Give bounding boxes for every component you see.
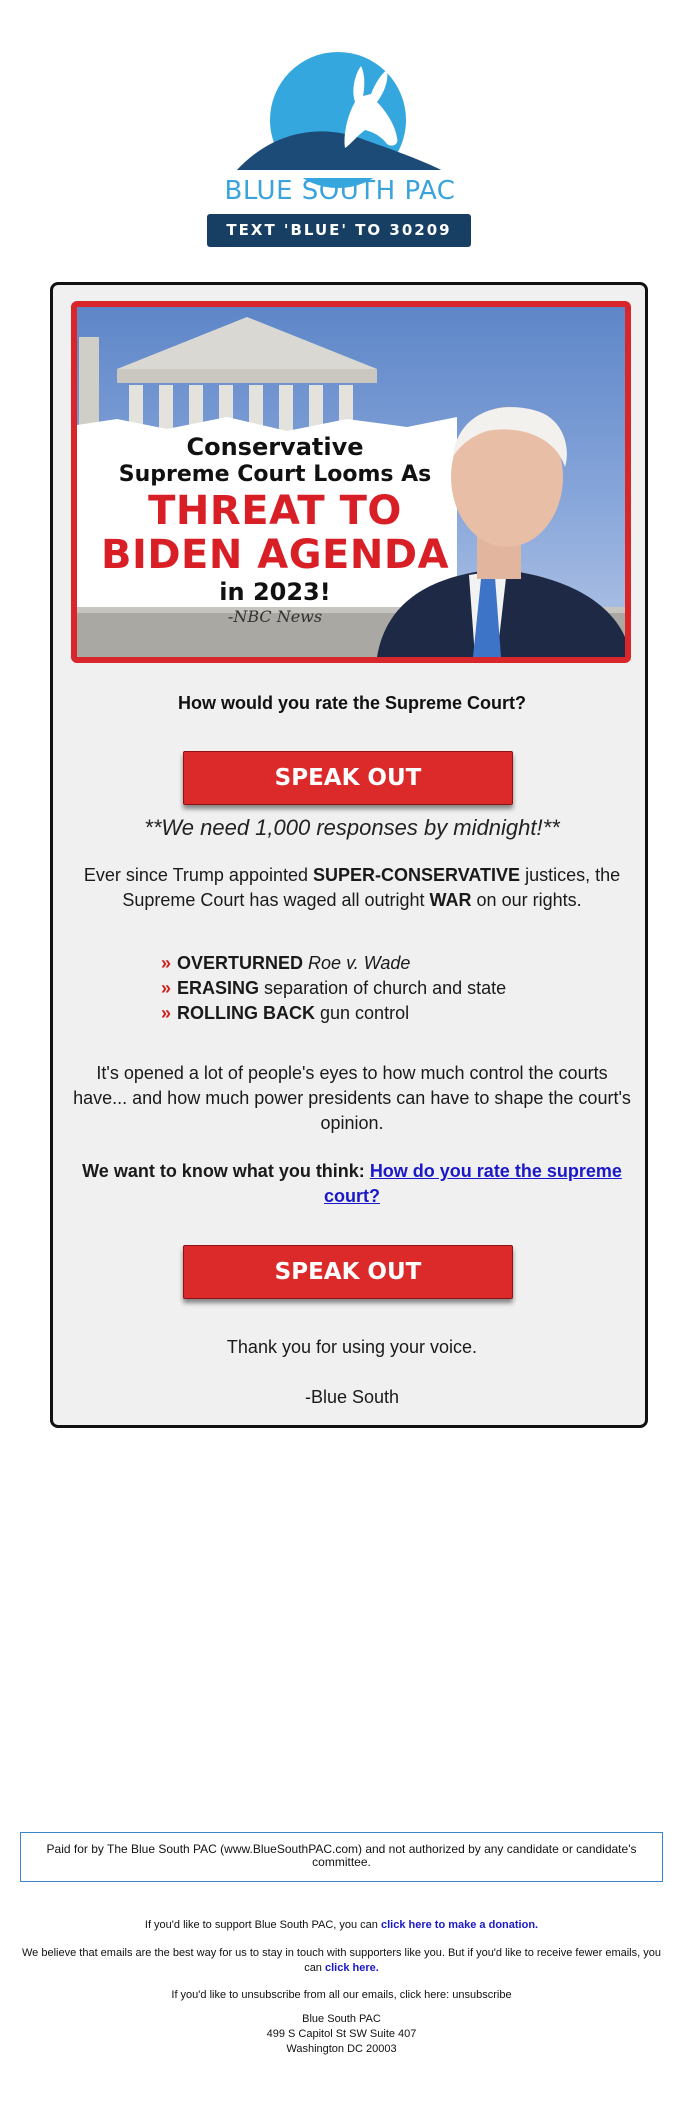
bullet-bold: ROLLING BACK: [177, 1003, 316, 1023]
fewer-emails-text: We believe that emails are the best way for us to stay in touch with supporters like you. But if you'd like to receive fewer emails, you can: [22, 1947, 661, 1974]
bullet-list: [161, 951, 601, 1026]
intro-text: on our rights.: [471, 890, 582, 910]
rate-court-link[interactable]: How do you rate the supreme court?: [324, 1161, 622, 1206]
unsubscribe-line[interactable]: If you'd like to unsubscribe from all our emails, click here: unsubscribe: [171, 1989, 512, 2001]
email-card: [50, 282, 648, 1428]
chevron-right-icon: »: [161, 953, 172, 973]
mailing-address: [20, 2012, 663, 2057]
text-cta-banner: TEXT 'BLUE' TO 30209: [207, 214, 471, 247]
hero-line-2: Supreme Court Looms As: [118, 462, 432, 487]
hero-line-5: in 2023!: [219, 578, 331, 606]
question-title: How would you rate the Supreme Court?: [177, 693, 527, 713]
hero-line-1: Conservative: [186, 433, 364, 461]
urgency-text: **We need 1,000 responses by midnight!**: [144, 815, 560, 840]
intro-text: justices, the Supreme Court has waged all outright: [122, 865, 621, 910]
org-name: Blue South PAC: [302, 2013, 381, 2025]
list-item: [161, 976, 601, 1001]
list-item: [161, 951, 601, 976]
signature: -Blue South: [304, 1387, 400, 1407]
support-line: [20, 1918, 663, 1933]
bullet-text: gun control: [315, 1003, 410, 1023]
intro-text: Ever since Trump appointed: [83, 865, 314, 885]
hero-line-3: THREAT TO: [148, 488, 402, 534]
thanks-text: Thank you for using your voice.: [226, 1337, 478, 1357]
support-text: If you'd like to support Blue South PAC, you can: [144, 1919, 381, 1931]
chevron-right-icon: »: [161, 978, 172, 998]
speak-out-button[interactable]: SPEAK OUT: [183, 751, 513, 805]
hero-source: -NBC News: [227, 607, 323, 626]
bullet-bold: OVERTURNED: [177, 953, 304, 973]
intro-paragraph: [73, 863, 631, 913]
fewer-emails-link[interactable]: click here.: [324, 1962, 379, 1974]
ask-text: We want to know what you think:: [82, 1161, 370, 1181]
donate-link[interactable]: click here to make a donation.: [380, 1919, 539, 1931]
bullet-italic: Roe v. Wade: [308, 953, 411, 973]
intro-emphasis: WAR: [429, 890, 472, 910]
logo[interactable]: [205, 44, 475, 250]
body-paragraph: It's opened a lot of people's eyes to how much control the courts have... and how much power presidents can have to shape the court's opinion.: [73, 1063, 631, 1133]
brand-name: BLUE SOUTH PAC: [224, 176, 456, 206]
chevron-right-icon: »: [161, 1003, 172, 1023]
hero-line-4: BIDEN AGENDA: [100, 532, 450, 578]
list-item: [161, 1001, 601, 1026]
street-address: 499 S Capitol St SW Suite 407: [266, 2028, 417, 2040]
bullet-text: separation of church and state: [259, 978, 507, 998]
paid-for-disclaimer: Paid for by The Blue South PAC (www.BlueSouthPAC.com) and not authorized by any candidate or candidate's committee.: [20, 1832, 663, 1882]
fewer-emails-line: [20, 1946, 663, 1976]
city-address: Washington DC 20003: [286, 2043, 397, 2055]
ask-paragraph: [73, 1159, 631, 1209]
bullet-bold: ERASING: [177, 978, 260, 998]
hero-headline: [95, 433, 455, 627]
speak-out-button-2[interactable]: SPEAK OUT: [183, 1245, 513, 1299]
intro-emphasis: SUPER-CONSERVATIVE: [313, 865, 521, 885]
hero-image[interactable]: [71, 301, 631, 663]
